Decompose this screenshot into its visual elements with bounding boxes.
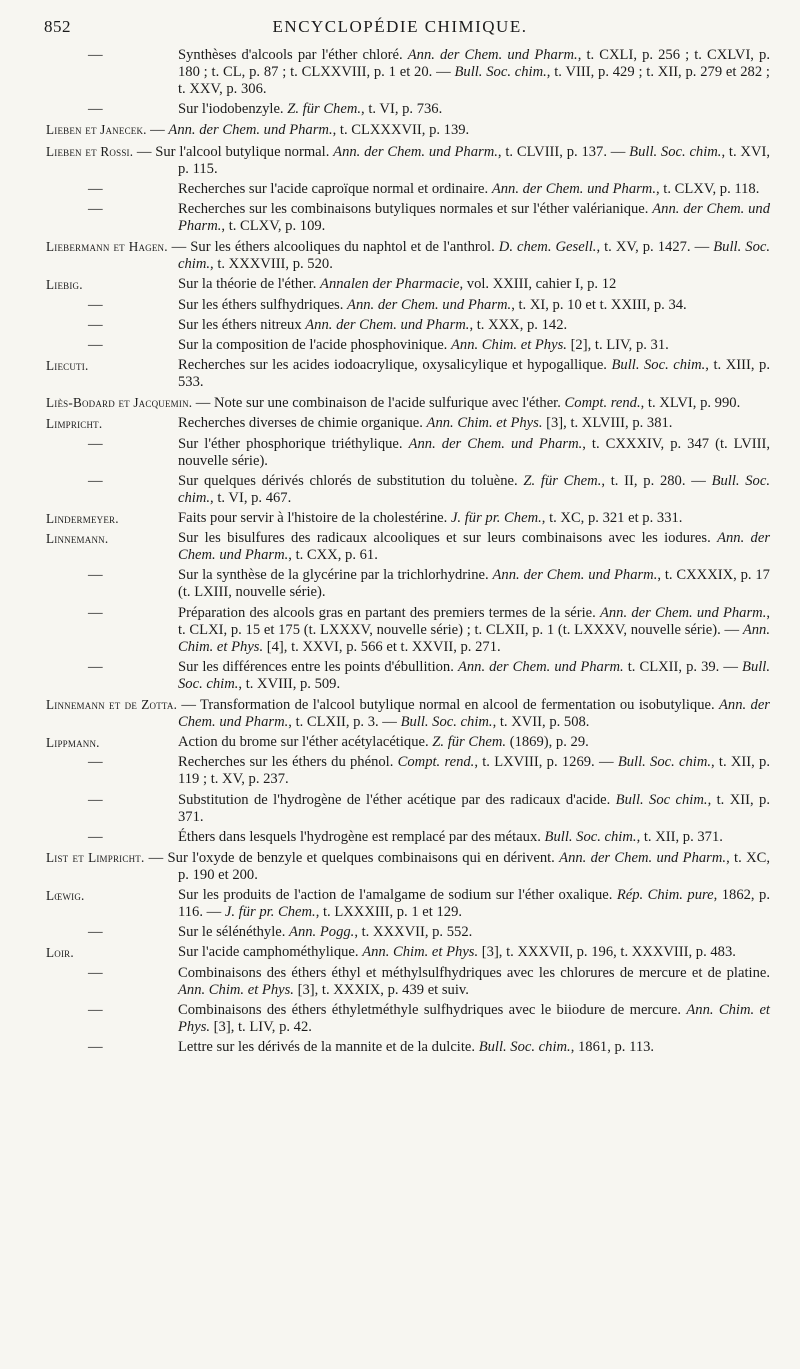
journal-title: Z. für Chem. <box>432 734 507 751</box>
entry-segment: Recherches sur les acides iodoacrylique, oxysalicylique et hypogallique. <box>178 357 612 374</box>
entry-segment: , t. II, p. 280. — <box>601 472 712 489</box>
entry-segment: , t. XII, p. 371. <box>178 791 771 825</box>
journal-title: Ann. der Chem. und Pharm. <box>559 849 727 866</box>
ditto-dash: — <box>88 754 103 771</box>
entry-text <box>178 1039 770 1056</box>
ditto-dash: — <box>88 435 103 452</box>
entry-segment: , t. XVII, p. 508. <box>492 713 590 730</box>
entry-segment: , t. XVI, p. 115. <box>178 143 770 177</box>
bibliography-entry <box>0 394 800 412</box>
bibliography-entry <box>0 1002 800 1036</box>
entry-segment: Sur le sélénéthyle. <box>178 924 290 941</box>
journal-title: Ann. Chim. et Phys. <box>178 981 294 998</box>
ditto-dash: — <box>88 101 103 118</box>
entry-text <box>178 567 770 601</box>
entry-segment: — Sur l'oxyde de benzyle et quelques combinaisons qui en dérivent. <box>148 849 560 866</box>
journal-title: Z. für Chem. <box>287 101 362 118</box>
journal-title: Bull. Soc. chim. <box>178 658 771 692</box>
entry-text <box>178 659 770 693</box>
entry-author: Lindermeyer. <box>46 511 119 526</box>
journal-title: Compt. rend. <box>564 395 641 412</box>
entry-segment: Recherches sur les combinaisons butyliques normales et sur l'éther valérianique. <box>178 200 653 217</box>
entry-segment: , t. CLXXXVII, p. 139. <box>332 122 470 139</box>
entry-segment: t. CLXII, p. 39. — <box>623 658 743 675</box>
journal-title: Bull. Soc. chim. <box>629 143 722 160</box>
ditto-dash: — <box>88 472 103 489</box>
entry-text <box>46 238 770 273</box>
entry-text <box>178 276 770 293</box>
entry-segment: [3], t. LIV, p. 42. <box>210 1018 312 1035</box>
bibliography-entry <box>0 944 800 961</box>
journal-title: Bull. Soc. chim. <box>611 357 706 374</box>
bibliography-entry <box>0 1039 800 1056</box>
bibliography-entry <box>0 201 800 235</box>
bibliography-entry <box>0 436 800 470</box>
ditto-dash: — <box>88 180 103 197</box>
entry-segment: [4], t. XXVI, p. 566 et t. XXVII, p. 271. <box>263 638 501 655</box>
ditto-dash: — <box>88 1001 103 1018</box>
entry-segment: Action du brome sur l'éther acétylacétique. <box>178 734 433 751</box>
entry-author: Liès-Bodard et Jacquemin. <box>46 395 196 411</box>
ditto-dash: — <box>88 1039 103 1055</box>
entry-segment: , t. LXXXIII, p. 1 et 129. <box>315 904 463 921</box>
journal-title: Bull. Soc. chim. <box>478 1039 571 1055</box>
journal-title: Ann. Chim. et Phys. <box>450 336 567 353</box>
bibliography-entry <box>0 734 800 751</box>
entry-segment: [2], t. LIV, p. 31. <box>566 336 669 353</box>
bibliography-entry <box>0 849 800 884</box>
bibliography-entry <box>0 829 800 846</box>
entry-segment: — Sur l'alcool butylique normal. <box>136 143 334 160</box>
entry-segment: , t. VI, p. 736. <box>361 101 443 118</box>
journal-title: Bull. Soc. chim. <box>178 239 770 273</box>
journal-title: Ann. der Chem. und Pharm. <box>492 567 658 584</box>
journal-title: Ann. der Chem. und Pharm. <box>457 658 624 675</box>
bibliography-entry <box>0 101 800 118</box>
entry-segment: , t. CLXV, p. 109. <box>221 217 326 234</box>
entry-text <box>178 436 770 470</box>
entry-segment: Sur les éthers sulfhydriques. <box>178 296 348 313</box>
entry-segment: Combinaisons des éthers éthyletméthyle sulfhydriques avec le biiodure de mercure. <box>178 1001 687 1018</box>
entry-author: Lieben et Rossi. <box>46 143 137 159</box>
entry-segment: Faits pour servir à l'histoire de la cholestérine. <box>178 510 451 526</box>
entry-author: Liebig. <box>46 277 83 293</box>
entry-text <box>178 754 770 788</box>
bibliography-entry <box>0 181 800 198</box>
entry-segment: , 1862, p. 116. — <box>178 887 770 921</box>
journal-title: Bull. Soc. chim. <box>178 472 770 506</box>
running-title: ENCYCLOPÉDIE CHIMIQUE. <box>272 17 528 36</box>
bibliography-entry <box>0 754 800 788</box>
entry-segment: [3], t. XXXVII, p. 196, t. XXXVIII, p. 483. <box>478 944 736 961</box>
journal-title: Ann. der Chem. und Pharm. <box>178 200 770 234</box>
ditto-dash: — <box>88 828 103 845</box>
journal-title: Bull. Soc. chim. <box>454 64 547 80</box>
journal-title: Annalen der Pharmacie <box>320 276 460 293</box>
entry-text <box>178 297 770 314</box>
journal-title: Ann. der Chem. und Pharm. <box>168 122 333 139</box>
entry-segment: Sur quelques dérivés chlorés de substitution du toluène. <box>178 472 524 489</box>
bibliography-entry <box>0 276 800 293</box>
ditto-dash: — <box>88 658 103 675</box>
ditto-dash: — <box>88 200 103 217</box>
journal-title: Compt. rend. <box>397 754 475 771</box>
bibliography-entry <box>0 530 800 564</box>
entry-segment: , t. CXX, p. 61. <box>288 547 378 564</box>
entry-segment: Sur les éthers nitreux <box>178 316 306 333</box>
entry-author: Liecuti. <box>46 358 89 374</box>
entry-text <box>178 510 770 527</box>
entry-segment: Sur les produits de l'action de l'amalgame de sodium sur l'éther oxalique. <box>178 887 617 904</box>
entry-segment: , t. XC, p. 321 et p. 331. <box>541 510 683 526</box>
journal-title: Ann. Chim. et Phys. <box>362 944 479 961</box>
bibliography-entry <box>0 297 800 314</box>
entry-segment: , vol. XXIII, cahier I, p. 12 <box>459 276 617 293</box>
entry-segment: , t. XXXVIII, p. 520. <box>210 256 333 273</box>
journal-title: Ann. der Chem. und Pharm. <box>599 604 767 621</box>
entry-segment: Sur la composition de l'acide phosphovinique. <box>178 336 451 353</box>
entry-text <box>178 181 770 198</box>
entry-author: Limpricht. <box>46 416 103 432</box>
entry-author: Lieben et Janecek. <box>46 122 151 138</box>
journal-title: Bull. Soc chim. <box>615 791 708 808</box>
entry-text <box>178 357 770 391</box>
journal-title: D. chem. Gesell. <box>498 239 597 256</box>
journal-title: Ann. der Chem. und Pharm. <box>347 296 512 313</box>
entry-author: Liebermann et Hagen. <box>46 239 172 255</box>
journal-title: Ann. Pogg. <box>289 924 355 941</box>
ditto-dash: — <box>88 296 103 313</box>
ditto-dash: — <box>88 47 103 63</box>
entry-text <box>178 605 770 656</box>
entry-segment: Recherches sur les éthers du phénol. <box>178 754 398 771</box>
entry-text <box>178 734 770 751</box>
entry-segment: Sur l'acide camphométhylique. <box>178 944 363 961</box>
journal-title: J. für pr. Chem. <box>450 510 542 526</box>
ditto-dash: — <box>88 316 103 333</box>
entry-text <box>178 317 770 334</box>
entry-segment: Éthers dans lesquels l'hydrogène est remplacé par des métaux. <box>178 828 545 845</box>
bibliography-entry <box>0 47 800 98</box>
entry-author: Lippmann. <box>46 735 100 751</box>
journal-title: Ann. Chim. et Phys. <box>178 621 770 655</box>
entry-text <box>178 887 770 921</box>
entry-author: Linnemann et de Zotta. <box>46 696 182 712</box>
entry-segment: , t. VIII, p. 429 ; t. XII, p. 279 et 282 ; t. XXV, p. 306. <box>178 64 770 97</box>
entry-segment: , t. CLXI, p. 15 et 175 (t. LXXXV, nouvelle série) ; t. CLXII, p. 1 (t. LXXXV, nouvelle série). — <box>178 604 770 638</box>
journal-title: Ann. der Chem. und Pharm. <box>408 435 583 452</box>
entry-segment: Sur l'iodobenzyle. <box>178 101 288 118</box>
entry-text <box>178 201 770 235</box>
bibliography-entry <box>0 696 800 731</box>
entry-segment: , t. CLXV, p. 118. <box>656 180 760 197</box>
entry-segment: , t. XVIII, p. 509. <box>238 675 341 692</box>
entry-text <box>178 101 770 118</box>
entry-text <box>178 1002 770 1036</box>
entry-segment: , t. XXX, p. 142. <box>469 316 568 333</box>
journal-title: Ann. Chim. et Phys. <box>178 1001 770 1035</box>
entry-segment: , t. LXVIII, p. 1269. — <box>474 754 618 771</box>
entry-text <box>46 143 770 178</box>
entry-text <box>46 394 770 412</box>
bibliography-entry <box>0 605 800 656</box>
entry-text <box>178 792 770 826</box>
bibliography-entry <box>0 337 800 354</box>
entry-segment: Recherches diverses de chimie organique. <box>178 415 427 432</box>
entry-segment: , t. CXLI, p. 256 ; t. CXLVI, p. 180 ; t. CL, p. 87 ; t. CLXXVIII, p. 1 et 20. — <box>178 47 770 80</box>
entry-segment: , t. XC, p. 190 et 200. <box>178 849 770 883</box>
journal-title: Ann. der Chem. und Pharm. <box>407 47 578 63</box>
entry-segment: — Note sur une combinaison de l'acide sulfurique avec l'éther. <box>195 395 565 412</box>
entry-author: List et Limpricht. <box>46 849 149 865</box>
entry-author: Lœwig. <box>46 888 85 904</box>
bibliography-entry <box>0 143 800 178</box>
entry-text <box>178 47 770 98</box>
journal-title: Ann. der Chem. und Pharm. <box>178 530 771 564</box>
ditto-dash: — <box>88 964 103 981</box>
entry-segment: , t. XI, p. 10 et t. XXIII, p. 34. <box>511 296 687 313</box>
ditto-dash: — <box>88 567 103 584</box>
journal-title: Ann. der Chem. und Pharm. <box>333 143 498 160</box>
entry-segment: , t. XII, p. 119 ; t. XV, p. 237. <box>178 754 770 788</box>
journal-title: Z. für Chem. <box>523 472 602 489</box>
entry-segment: — Transformation de l'alcool butylique normal en alcool de fermentation ou isobutylique. <box>181 696 719 713</box>
ditto-dash: — <box>88 924 103 941</box>
entry-segment: Sur l'éther phosphorique triéthylique. <box>178 435 409 452</box>
entry-segment: Substitution de l'hydrogène de l'éther acétique par des radicaux d'acide. <box>178 791 616 808</box>
bibliography-entry <box>0 238 800 273</box>
journal-title: Ann. der Chem. und Pharm. <box>491 180 656 197</box>
journal-title: Bull. Soc. chim. <box>400 713 493 730</box>
bibliography-entry <box>0 121 800 139</box>
bibliography-entry <box>0 357 800 391</box>
entry-segment: , t. XV, p. 1427. — <box>596 239 714 256</box>
bibliography-entry <box>0 792 800 826</box>
entry-segment: Lettre sur les dérivés de la mannite et de la dulcite. <box>178 1039 479 1055</box>
entry-segment: [3], t. XXXIX, p. 439 et suiv. <box>293 981 469 998</box>
entry-text <box>178 530 770 564</box>
journal-title: Ann. der Chem. und Pharm. <box>178 696 770 730</box>
entry-segment: , t. XLVI, p. 990. <box>640 395 741 412</box>
bibliography-entry <box>0 567 800 601</box>
entry-segment: Combinaisons des éthers éthyl et méthylsulfhydriques avec les chlorures de mercure et de platine. <box>178 964 770 981</box>
bibliography-entry <box>0 924 800 941</box>
entry-text <box>178 415 770 432</box>
entry-segment: , t. XIII, p. 533. <box>178 357 770 391</box>
entry-author: Loir. <box>46 945 74 961</box>
entry-segment: (1869), p. 29. <box>506 734 589 751</box>
entry-segment: Recherches sur l'acide caproïque normal et ordinaire. <box>178 180 492 197</box>
entry-segment: — <box>150 122 169 139</box>
entry-segment: , t. CXXXIV, p. 347 (t. LVIII, nouvelle série). <box>178 435 771 469</box>
entry-segment: Synthèses d'alcools par l'éther chloré. <box>178 47 408 63</box>
bibliography-entry <box>0 965 800 999</box>
journal-title: J. für pr. Chem. <box>224 904 316 921</box>
entry-segment: , t. CXXXIX, p. 17 (t. LXIII, nouvelle série). <box>178 567 770 601</box>
page-header <box>0 0 800 40</box>
entry-segment: , 1861, p. 113. <box>570 1039 655 1055</box>
bibliography-entry <box>0 887 800 921</box>
bibliography-entry <box>0 473 800 507</box>
entry-segment: [3], t. XLVIII, p. 381. <box>542 415 673 432</box>
entry-segment: , t. XII, p. 371. <box>636 828 723 845</box>
entry-text <box>178 337 770 354</box>
journal-title: Ann. der Chem. und Pharm. <box>305 316 470 333</box>
journal-title: Bull. Soc. chim. <box>617 754 712 771</box>
entry-segment: Sur les différences entre les points d'ébullition. <box>178 658 458 675</box>
entry-segment: — Sur les éthers alcooliques du naphtol et de l'anthrol. <box>171 239 499 256</box>
entry-text <box>46 696 770 731</box>
ditto-dash: — <box>88 336 103 353</box>
entry-segment: Préparation des alcools gras en partant des premiers termes de la série. <box>178 604 600 621</box>
entry-text <box>178 473 770 507</box>
entry-text <box>178 924 770 941</box>
page-number: 852 <box>44 17 71 36</box>
bibliography-entry <box>0 510 800 527</box>
journal-title: Rép. Chim. pure <box>616 887 714 904</box>
journal-title: Ann. Chim. et Phys. <box>426 415 543 432</box>
journal-title: Bull. Soc. chim. <box>544 828 637 845</box>
entry-text <box>46 849 770 884</box>
bibliography-list <box>0 47 800 1059</box>
entry-segment: Sur les bisulfures des radicaux alcooliques et sur leurs combinaisons avec les iodures. <box>178 530 718 547</box>
entry-segment: , t. CLXII, p. 3. — <box>288 713 401 730</box>
entry-text <box>178 829 770 846</box>
entry-segment: , t. VI, p. 467. <box>210 489 292 506</box>
bibliography-entry <box>0 415 800 432</box>
entry-text <box>178 965 770 999</box>
entry-segment: , t. XXXVII, p. 552. <box>354 924 473 941</box>
ditto-dash: — <box>88 604 103 621</box>
bibliography-entry <box>0 659 800 693</box>
entry-segment: , t. CLVIII, p. 137. — <box>497 143 630 160</box>
entry-segment: Sur la synthèse de la glycérine par la trichlorhydrine. <box>178 567 493 584</box>
ditto-dash: — <box>88 791 103 808</box>
entry-text <box>178 944 770 961</box>
entry-segment: Sur la théorie de l'éther. <box>178 276 321 293</box>
bibliography-entry <box>0 317 800 334</box>
entry-text <box>46 121 770 139</box>
entry-author: Linnemann. <box>46 531 109 547</box>
